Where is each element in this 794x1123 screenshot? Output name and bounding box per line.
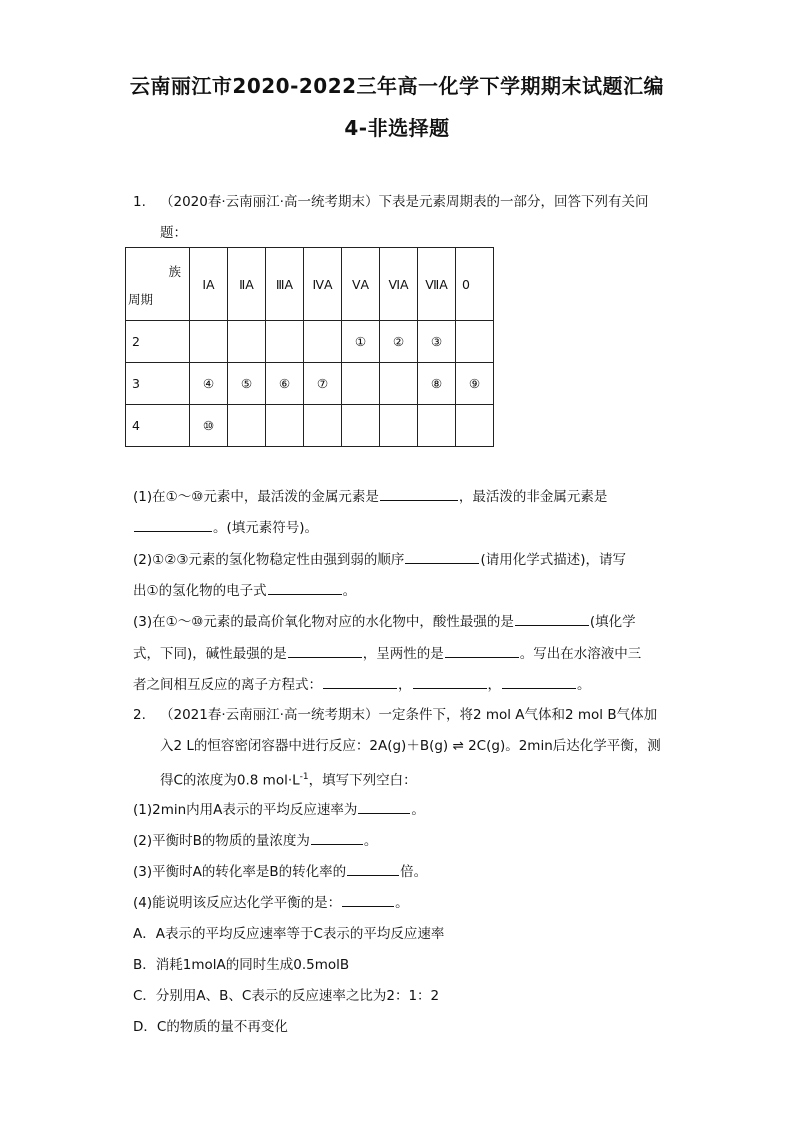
- q1-part3-text-c: 式，下同)，碱性最强的是: [133, 646, 287, 662]
- q1-part2-line2: [133, 580, 356, 601]
- q2-part1: [133, 799, 425, 820]
- q2-stem-line3: [160, 767, 417, 791]
- table-cell: [342, 363, 380, 405]
- table-cell: [266, 405, 304, 447]
- q1-part1-line2: [133, 517, 318, 538]
- table-cell: [418, 405, 456, 447]
- table-cell: [190, 321, 228, 363]
- table-cell: [228, 321, 266, 363]
- table-cell: ⑧: [418, 363, 456, 405]
- q1-part3-end: 。: [577, 677, 591, 693]
- document-subtitle: 4-非选择题: [344, 116, 450, 140]
- group-header: ⅡA: [228, 248, 266, 321]
- q1-part3-text-b: (填化学: [589, 614, 636, 630]
- q1-part1-text-c: 。(填元素符号)。: [213, 520, 319, 536]
- table-cell: [456, 405, 494, 447]
- q1-part2-text-d: 。: [342, 583, 357, 599]
- q1-number: 1.: [133, 194, 146, 210]
- period-label: 2: [126, 321, 190, 363]
- group-header: ⅥA: [380, 248, 418, 321]
- option-b[interactable]: B．消耗1molA的同时生成0.5molB: [133, 957, 350, 973]
- q1-part3-text-f: 者之间相互反应的离子方程式：: [133, 677, 322, 693]
- group-header: ⅢA: [266, 248, 304, 321]
- group-header: ⅦA: [418, 248, 456, 321]
- q1-stem-line2: 题：: [160, 225, 187, 241]
- answer-blank[interactable]: [358, 799, 410, 814]
- q1-part3-line1: [133, 611, 636, 632]
- answer-blank[interactable]: [347, 861, 399, 876]
- period-header-label: 周期: [128, 292, 154, 307]
- period-label: 3: [126, 363, 190, 405]
- q2-stem-line1: （2021春·云南丽江·高一统考期末）一定条件下，将2 mol A气体和2 mol B气体加: [160, 707, 658, 723]
- q1-part1-text-b: ，最活泼的非金属元素是: [458, 489, 608, 505]
- answer-blank[interactable]: [323, 674, 397, 689]
- q2-part1-text-a: (1)2min内用A表示的平均反应速率为: [133, 802, 358, 818]
- answer-blank[interactable]: [445, 643, 519, 658]
- q1-part2-line1: [133, 549, 626, 570]
- answer-blank[interactable]: [380, 486, 458, 501]
- group-header: ⅣA: [304, 248, 342, 321]
- q1-part1-text-a: (1)在①～⑩元素中，最活泼的金属元素是: [133, 489, 379, 505]
- group-header-label: 族: [168, 264, 181, 279]
- table-cell: [304, 405, 342, 447]
- option-a[interactable]: A．A表示的平均反应速率等于C表示的平均反应速率: [133, 926, 445, 942]
- answer-blank[interactable]: [502, 674, 576, 689]
- q2-part2-text-b: 。: [363, 833, 378, 849]
- separator: ，: [398, 677, 412, 693]
- unit-exponent: -1: [299, 772, 309, 782]
- group-header: ⅤA: [342, 248, 380, 321]
- answer-blank[interactable]: [311, 830, 363, 845]
- q2-stem-line3-text-a: 得C的浓度为0.8 mol·L: [160, 772, 300, 789]
- separator: ，: [487, 677, 501, 693]
- group-header: 0: [456, 248, 494, 321]
- q1-part3-line3: [133, 674, 591, 695]
- table-cell: [228, 405, 266, 447]
- periodic-table: [125, 247, 494, 447]
- q1-part3-text-a: (3)在①～⑩元素的最高价氧化物对应的水化物中，酸性最强的是: [133, 614, 514, 630]
- q2-part3: [133, 861, 427, 882]
- answer-blank[interactable]: [405, 549, 479, 564]
- answer-blank[interactable]: [288, 643, 362, 658]
- q2-part2-text-a: (2)平衡时B的物质的量浓度为: [133, 833, 310, 849]
- table-cell: [304, 321, 342, 363]
- q2-part4-text-b: 。: [395, 895, 409, 911]
- q1-part3-text-d: ，呈两性的是: [362, 646, 444, 662]
- q1-part2-text-b: (请用化学式描述)，请写: [480, 552, 626, 568]
- q1-part1-line1: [133, 486, 607, 507]
- table-cell: [380, 363, 418, 405]
- answer-blank[interactable]: [268, 580, 342, 595]
- table-cell: [342, 405, 380, 447]
- table-cell: ②: [380, 321, 418, 363]
- table-corner-cell: [126, 248, 190, 321]
- q1-stem-line1: （2020春·云南丽江·高一统考期末）下表是元素周期表的一部分，回答下列有关问: [160, 194, 649, 210]
- q1-part2-text-a: (2)①②③元素的氢化物稳定性由强到弱的顺序: [133, 552, 405, 568]
- answer-blank[interactable]: [413, 674, 487, 689]
- table-cell: ①: [342, 321, 380, 363]
- q1-part3-line2: [133, 643, 641, 664]
- table-cell: ⑦: [304, 363, 342, 405]
- table-cell: ⑤: [228, 363, 266, 405]
- option-c[interactable]: C．分别用A、B、C表示的反应速率之比为2：1：2: [133, 988, 440, 1004]
- q2-part4-text-a: (4)能说明该反应达化学平衡的是：: [133, 895, 342, 911]
- q2-part4: [133, 892, 409, 913]
- q2-stem-line2: 入2 L的恒容密闭容器中进行反应：2A(g)＋B(g) ⇌ 2C(g)。2min后达化学平衡，测: [160, 738, 661, 754]
- table-cell: ⑨: [456, 363, 494, 405]
- table-cell: [456, 321, 494, 363]
- table-cell: [380, 405, 418, 447]
- table-cell: ④: [190, 363, 228, 405]
- option-d[interactable]: D．C的物质的量不再变化: [133, 1019, 288, 1035]
- q1-part3-text-e: 。写出在水溶液中三: [519, 646, 642, 662]
- answer-blank[interactable]: [515, 611, 589, 626]
- q2-part3-text-b: 倍。: [400, 864, 428, 880]
- answer-blank[interactable]: [342, 892, 394, 907]
- q1-part2-text-c: 出①的氢化物的电子式: [133, 583, 267, 599]
- table-cell: ⑥: [266, 363, 304, 405]
- group-header: ⅠA: [190, 248, 228, 321]
- table-cell: [266, 321, 304, 363]
- answer-blank[interactable]: [134, 517, 212, 532]
- q2-number: 2.: [133, 707, 146, 723]
- document-title: 云南丽江市2020-2022三年高一化学下学期期末试题汇编: [129, 74, 665, 98]
- q2-stem-line3-text-b: ，填写下列空白：: [308, 772, 417, 789]
- table-cell: ⑩: [190, 405, 228, 447]
- period-label: 4: [126, 405, 190, 447]
- q2-part2: [133, 830, 377, 851]
- table-cell: ③: [418, 321, 456, 363]
- q2-part1-text-b: 。: [411, 802, 425, 818]
- q2-part3-text-a: (3)平衡时A的转化率是B的转化率的: [133, 864, 347, 880]
